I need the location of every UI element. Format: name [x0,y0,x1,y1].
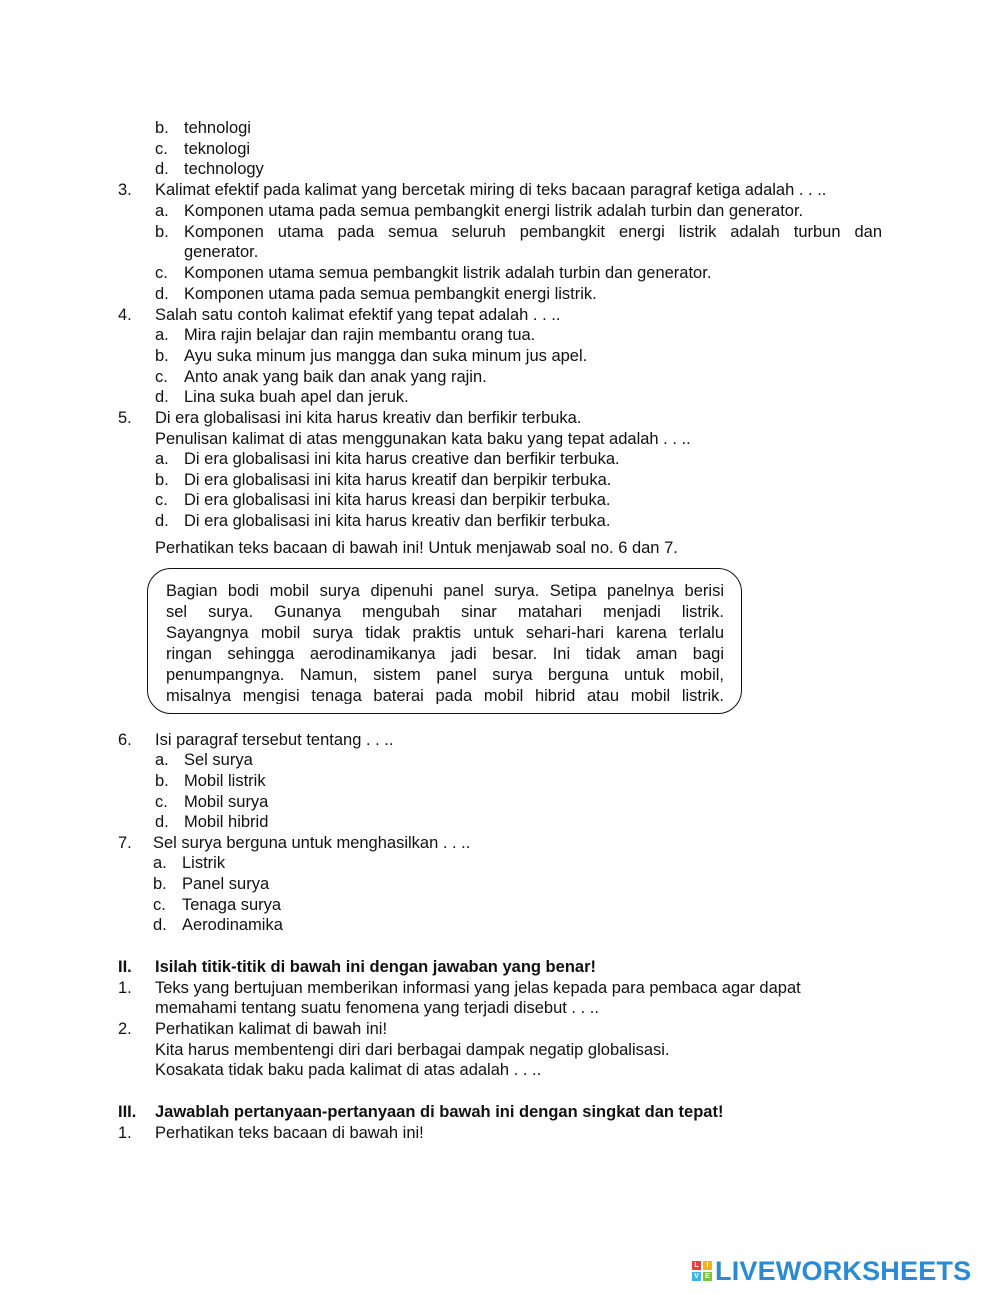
option-text: technology [184,160,264,178]
option-text: Mobil surya [184,793,269,811]
logo-letter: L [692,1261,701,1270]
option-letter: d. [155,813,169,831]
option-text: Mobil hibrid [184,813,269,831]
logo-letter: V [692,1272,701,1281]
reading-instruction: Perhatikan teks bacaan di bawah ini! Untuk menjawab soal no. 6 dan 7. [155,539,678,557]
option-letter: d. [153,916,167,934]
section-title: Isilah titik-titik di bawah ini dengan jawaban yang benar! [155,958,596,976]
option-letter: b. [155,471,169,489]
option-letter: d. [155,512,169,530]
option-letter: a. [155,450,169,468]
question-text-continued: memahami tentang suatu fenomena yang terjadi disebut . . .. [155,999,599,1017]
section-numeral: II. [118,958,132,976]
option-letter: b. [155,347,169,365]
passage-line: penumpangnya. Namun, sistem panel surya berguna untuk mobil, [166,666,724,684]
option-letter: a. [155,326,169,344]
option-letter: d. [155,285,169,303]
question-text: Salah satu contoh kalimat efektif yang tepat adalah . . .. [155,306,561,324]
question-text-continued: Kosakata tidak baku pada kalimat di atas adalah . . .. [155,1061,542,1079]
question-text: Kalimat efektif pada kalimat yang bercetak miring di teks bacaan paragraf ketiga adalah . . .. [155,181,827,199]
option-text: Di era globalisasi ini kita harus kreatif dan berpikir terbuka. [184,471,612,489]
option-text: Mobil listrik [184,772,266,790]
passage-line: Bagian bodi mobil surya dipenuhi panel surya. Setipa panelnya berisi [166,582,724,600]
option-text: teknologi [184,140,251,158]
question-number: 4. [118,306,132,324]
option-letter: d. [155,160,169,178]
passage-line: Sayangnya mobil surya tidak praktis untuk sehari-hari karena terlalu [166,624,724,642]
option-text: tehnologi [184,119,251,137]
option-text: Listrik [182,854,226,872]
option-text: Aerodinamika [182,916,283,934]
option-text: Di era globalisasi ini kita harus kreativ dan berfikir terbuka. [184,512,611,530]
section-numeral: III. [118,1103,137,1121]
question-text: Di era globalisasi ini kita harus kreativ dan berfikir terbuka. [155,409,582,427]
option-text-continued: generator. [184,243,259,261]
passage-line: ringan sehingga aerodinamikanya jadi besar. Ini tidak aman bagi [166,645,724,663]
option-letter: a. [153,854,167,872]
option-text: Komponen utama semua pembangkit listrik adalah turbin dan generator. [184,264,712,282]
liveworksheets-logo[interactable] [692,1256,971,1286]
passage-text [166,581,724,704]
passage-line: sel surya. Gunanya mengubah sinar matahari menjadi listrik. [166,603,724,621]
question-text-continued: Penulisan kalimat di atas menggunakan kata baku yang tepat adalah . . .. [155,430,691,448]
option-letter: a. [155,751,169,769]
option-letter: b. [155,772,169,790]
logo-letter: E [703,1272,712,1281]
option-text: Komponen utama pada semua seluruh pembangkit energi listrik adalah turbun dan [184,223,882,241]
option-letter: c. [155,140,168,158]
option-text: Anto anak yang baik dan anak yang rajin. [184,368,487,386]
question-text: Isi paragraf tersebut tentang . . .. [155,731,394,749]
option-letter: b. [153,875,167,893]
question-text: Teks yang bertujuan memberikan informasi yang jelas kepada para pembaca agar dapat [155,979,801,997]
option-letter: c. [155,491,168,509]
logo-letter: I [703,1261,712,1270]
option-text: Sel surya [184,751,253,769]
question-number: 3. [118,181,132,199]
option-text: Tenaga surya [182,896,282,914]
question-number: 7. [118,834,132,852]
logo-grid-icon [692,1261,712,1281]
option-letter: b. [155,119,169,137]
option-text: Komponen utama pada semua pembangkit energi listrik. [184,285,597,303]
option-letter: c. [155,368,168,386]
option-text: Ayu suka minum jus mangga dan suka minum jus apel. [184,347,588,365]
option-letter: c. [155,793,168,811]
question-number: 2. [118,1020,132,1038]
passage-line: misalnya mengisi tenaga baterai pada mobil hibrid atau mobil listrik. [166,687,724,704]
question-text: Perhatikan teks bacaan di bawah ini! [155,1124,424,1142]
option-text: Mira rajin belajar dan rajin membantu orang tua. [184,326,536,344]
question-number: 1. [118,979,132,997]
question-text: Perhatikan kalimat di bawah ini! [155,1020,388,1038]
question-number: 5. [118,409,132,427]
option-letter: a. [155,202,169,220]
option-letter: c. [153,896,166,914]
logo-text: LIVEWORKSHEETS [715,1255,972,1286]
option-letter: d. [155,388,169,406]
question-text-continued: Kita harus membentengi diri dari berbagai dampak negatip globalisasi. [155,1041,670,1059]
option-text: Di era globalisasi ini kita harus kreasi dan berpikir terbuka. [184,491,611,509]
option-text: Lina suka buah apel dan jeruk. [184,388,409,406]
option-letter: c. [155,264,168,282]
section-title: Jawablah pertanyaan-pertanyaan di bawah ini dengan singkat dan tepat! [155,1103,724,1121]
option-text: Di era globalisasi ini kita harus creative dan berfikir terbuka. [184,450,620,468]
question-number: 1. [118,1124,132,1142]
question-number: 6. [118,731,132,749]
option-text: Panel surya [182,875,270,893]
question-text: Sel surya berguna untuk menghasilkan . . .. [153,834,471,852]
option-text: Komponen utama pada semua pembangkit energi listrik adalah turbin dan generator. [184,202,804,220]
option-letter: b. [155,223,169,241]
